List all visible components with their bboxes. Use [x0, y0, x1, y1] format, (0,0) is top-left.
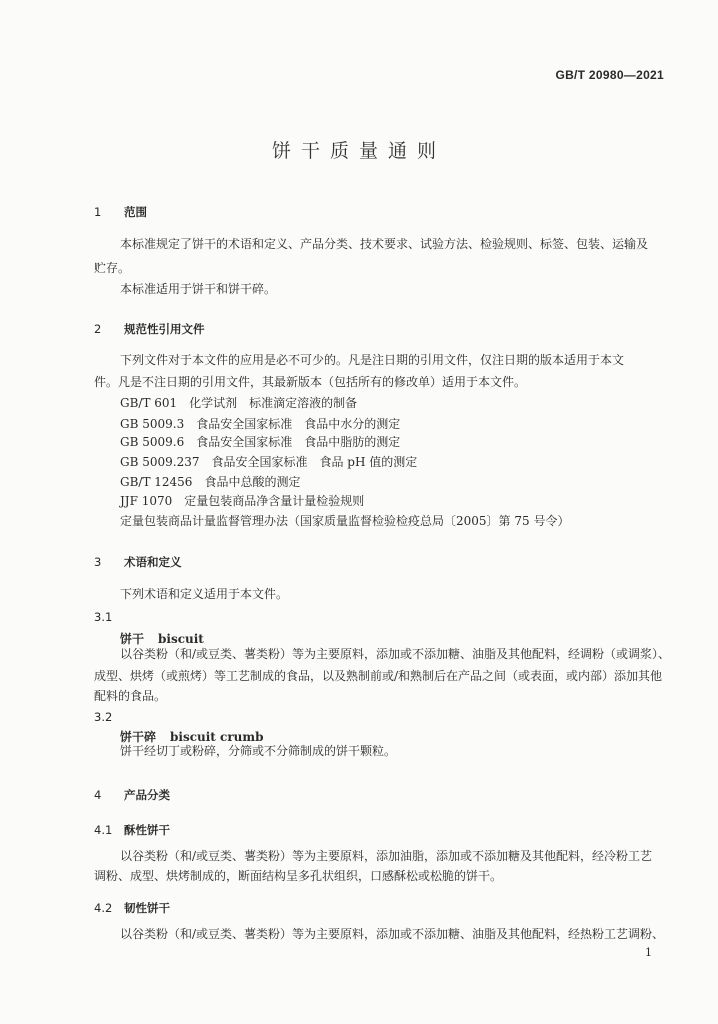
definition-text: 饼干经切丁或粉碎，分筛或不分筛制成的饼干颗粒。 — [120, 744, 397, 758]
subsection-heading-4-1 — [94, 822, 170, 838]
reference-item: GB 5009.3 食品安全国家标准 食品中水分的测定 — [120, 417, 401, 431]
paragraph-continuation: 调粉、成型、烘烤制成的，断面结构呈多孔状组织，口感酥松或松脆的饼干。 — [94, 869, 503, 883]
subsection-number: 4.2 — [94, 901, 113, 915]
section-number: 3 — [94, 555, 102, 569]
subsection-number: 4.1 — [94, 823, 113, 837]
reference-item: 定量包装商品计量监督管理办法（国家质量监督检验检疫总局〔2005〕第 75 号令） — [120, 514, 570, 528]
subsection-heading-4-2 — [94, 900, 170, 916]
paragraph: 下列术语和定义适用于本文件。 — [120, 587, 289, 601]
reference-item: GB 5009.6 食品安全国家标准 食品中脂肪的测定 — [120, 435, 401, 449]
term-english: biscuit crumb — [170, 730, 264, 744]
standard-number: GB/T 20980—2021 — [555, 68, 664, 82]
paragraph: 下列文件对于本文件的应用是必不可少的。凡是注日期的引用文件，仅注日期的版本适用于本文 — [120, 353, 625, 367]
paragraph: 以谷类粉（和/或豆类、薯类粉）等为主要原料，添加油脂，添加或不添加糖及其他配料，经冷粉工艺 — [120, 849, 653, 863]
paragraph: 以谷类粉（和/或豆类、薯类粉）等为主要原料，添加或不添加糖、油脂及其他配料，经热粉工艺调粉、 — [120, 927, 665, 941]
paragraph-continuation: 件。凡是不注日期的引用文件，其最新版本（包括所有的修改单）适用于本文件。 — [94, 375, 527, 389]
term-number: 3.1 — [94, 610, 113, 624]
definition-text: 以谷类粉（和/或豆类、薯类粉）等为主要原料，添加或不添加糖、油脂及其他配料，经调粉（或调浆）、 — [120, 647, 671, 661]
section-heading-2 — [94, 321, 205, 337]
reference-item: GB 5009.237 食品安全国家标准 食品 pH 值的测定 — [120, 455, 418, 469]
page-title: 饼干质量通则 — [271, 140, 446, 162]
section-number: 2 — [94, 322, 102, 336]
paragraph: 本标准规定了饼干的术语和定义、产品分类、技术要求、试验方法、检验规则、标签、包装、运输及 — [120, 237, 649, 251]
section-number: 4 — [94, 788, 102, 802]
reference-item: GB/T 12456 食品中总酸的测定 — [120, 475, 301, 489]
reference-item: JJF 1070 定量包装商品净含量计量检验规则 — [120, 494, 365, 508]
term-chinese: 饼干 — [120, 632, 145, 646]
page-number: 1 — [645, 946, 652, 959]
section-heading-4 — [94, 787, 170, 803]
definition-text: 配料的食品。 — [94, 689, 167, 703]
paragraph-continuation: 贮存。 — [94, 261, 131, 275]
term-chinese: 饼干碎 — [120, 730, 157, 744]
term-number: 3.2 — [94, 710, 113, 724]
section-title: 产品分类 — [124, 788, 170, 802]
section-title: 规范性引用文件 — [124, 322, 205, 336]
subsection-title: 韧性饼干 — [124, 901, 170, 915]
term-heading — [120, 728, 263, 745]
definition-text: 成型、烘烤（或煎烤）等工艺制成的食品，以及熟制前或/和熟制后在产品之间（或表面，或内部）添加其他 — [94, 669, 663, 683]
paragraph: 本标准适用于饼干和饼干碎。 — [120, 282, 277, 296]
term-heading — [120, 630, 204, 647]
section-heading-3 — [94, 554, 182, 570]
section-title: 范围 — [124, 205, 147, 219]
term-english: biscuit — [158, 632, 204, 646]
subsection-title: 酥性饼干 — [124, 823, 170, 837]
section-title: 术语和定义 — [124, 555, 182, 569]
reference-item: GB/T 601 化学试剂 标准滴定溶液的制备 — [120, 396, 358, 410]
section-number: 1 — [94, 205, 102, 219]
section-heading-1 — [94, 204, 147, 220]
